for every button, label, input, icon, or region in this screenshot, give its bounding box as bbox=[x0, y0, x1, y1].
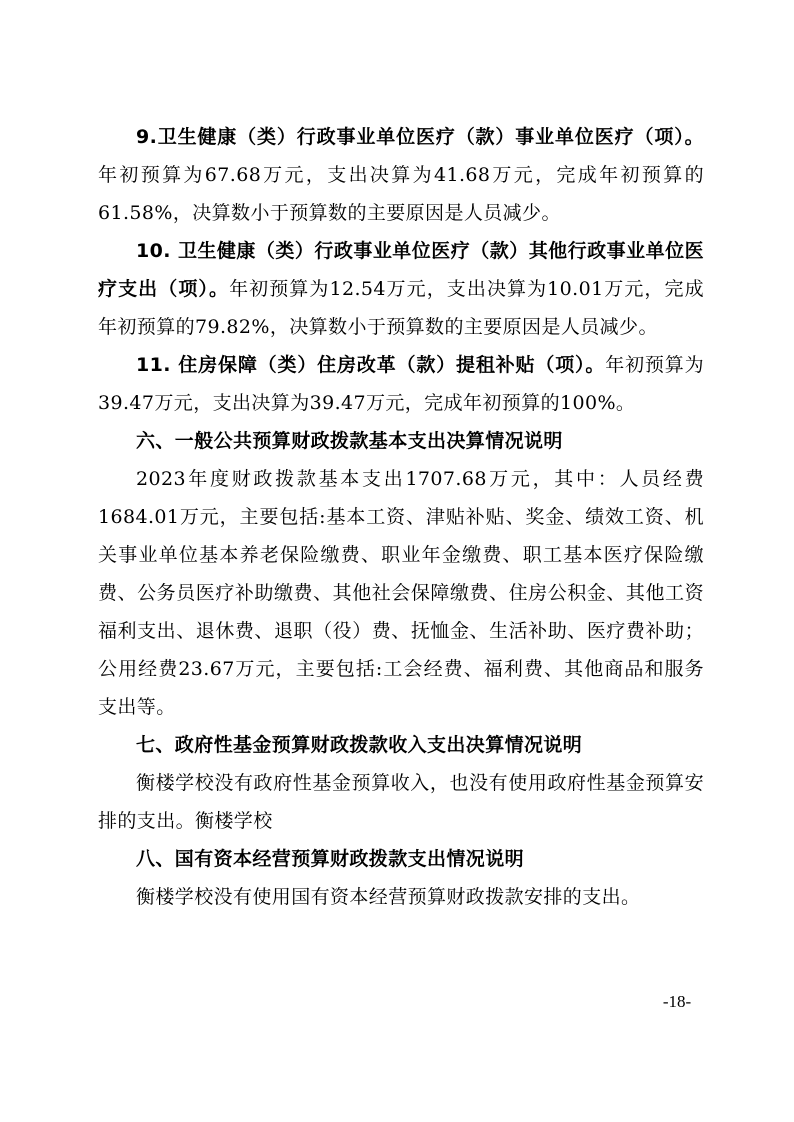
section-8-text: 衡楼学校没有使用国有资本经营预算财政拨款安排的支出。 bbox=[136, 886, 641, 908]
item-10-title: 10. 卫生健康（类）行政事业单位医疗（款）其他行政事业单位医疗支出（项）。 bbox=[98, 240, 704, 300]
item-11-paragraph bbox=[98, 346, 704, 422]
item-10-paragraph bbox=[98, 232, 704, 346]
item-11-title: 11. 住房保障（类）住房改革（款）提租补贴（项）。 bbox=[136, 354, 606, 376]
section-7-text: 衡楼学校没有政府性基金预算收入，也没有使用政府性基金预算安排的支出。衡楼学校 bbox=[98, 772, 704, 832]
item-9-title: 9.卫生健康（类）行政事业单位医疗（款）事业单位医疗（项）。 bbox=[136, 126, 704, 148]
section-8-heading: 八、国有资本经营预算财政拨款支出情况说明 bbox=[136, 848, 525, 870]
item-10-text: 年初预算为12.54万元，支出决算为10.01万元，完成年初预算的79.82%，决算数小于预算数的主要原因是人员减少。 bbox=[98, 278, 704, 338]
item-11-text: 年初预算为39.47万元，支出决算为39.47万元，完成年初预算的100%。 bbox=[98, 354, 704, 414]
document-body bbox=[98, 118, 704, 916]
section-7-heading: 七、政府性基金预算财政拨款收入支出决算情况说明 bbox=[136, 734, 583, 756]
item-9-paragraph bbox=[98, 118, 704, 232]
item-9-text: 年初预算为67.68万元，支出决算为41.68万元，完成年初预算的61.58%，决算数小于预算数的主要原因是人员减少。 bbox=[98, 164, 704, 224]
page-number: -18- bbox=[662, 992, 692, 1011]
section-6-text: 2023年度财政拨款基本支出1707.68万元，其中：人员经费1684.01万元，主要包括:基本工资、津贴补贴、奖金、绩效工资、机关事业单位基本养老保险缴费、职业年金缴费、职工基本医疗保险缴费、公务员医疗补助缴费、其他社会保障缴费、住房公积金、其他工资福利支出、退休费、退职（役）费、抚恤金、生活补助、医疗费补助；公用经费23.67万元，主要包括:工会经费、福利费、其他商品和服务支出等。 bbox=[98, 468, 704, 718]
section-6-heading: 六、一般公共预算财政拨款基本支出决算情况说明 bbox=[136, 430, 563, 452]
